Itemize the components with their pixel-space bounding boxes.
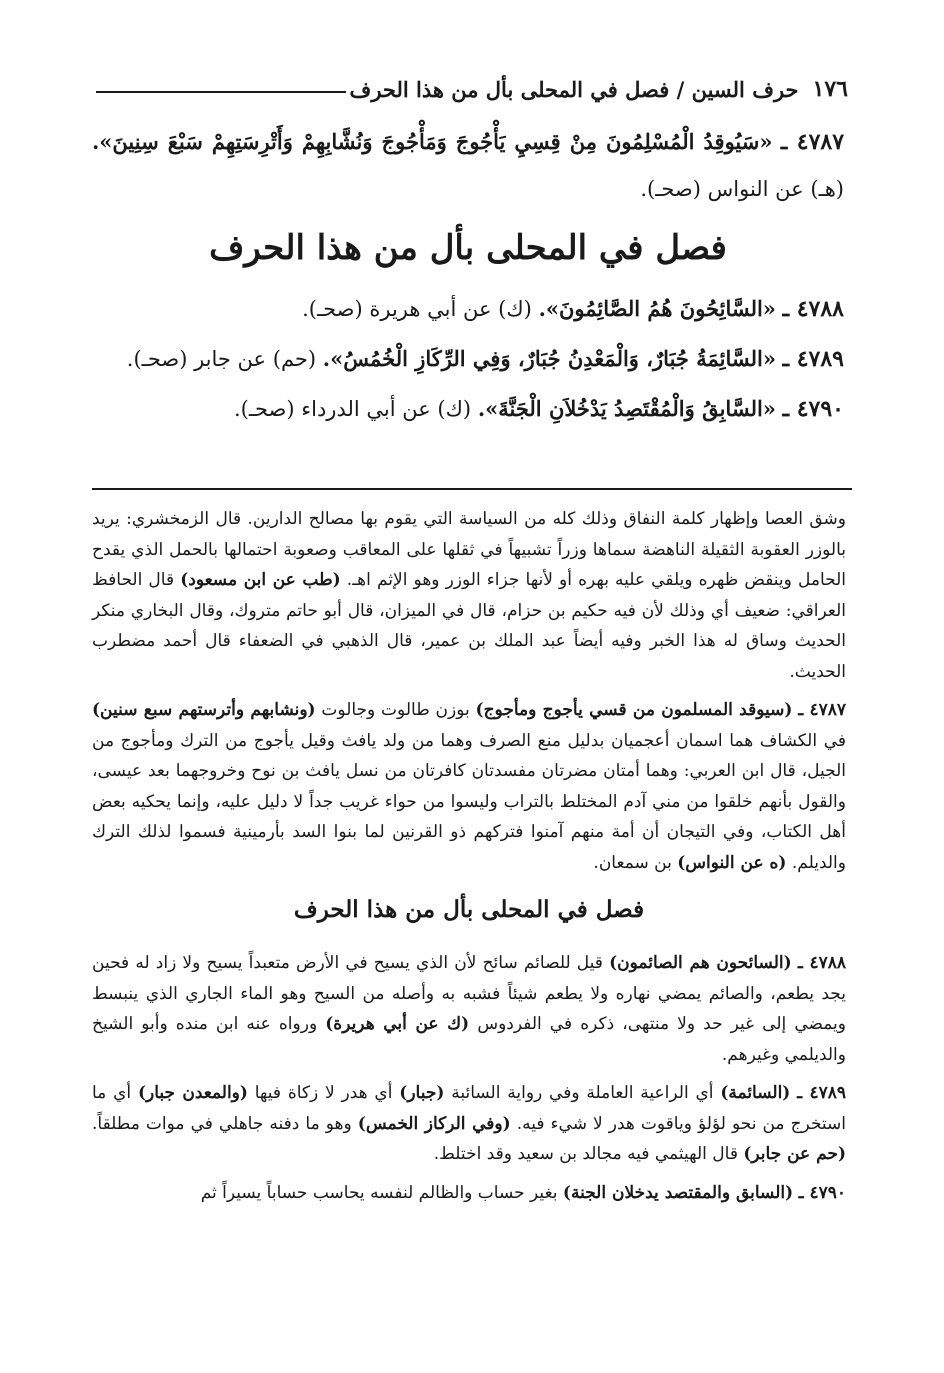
hadith-source: (ك) عن أبي هريرة (صحـ). xyxy=(302,297,532,321)
commentary-text: بن سمعان. xyxy=(593,852,672,873)
commentary-text: بوزن طالوت وجالوت xyxy=(321,700,470,720)
commentary-text: أي هدر لا زكاة فيها xyxy=(254,1083,393,1103)
footnote-separator xyxy=(92,488,852,490)
commentary-number: ٤٧٨٩ ـ xyxy=(797,1083,847,1103)
hadith-4789 xyxy=(92,335,844,383)
commentary-4790 xyxy=(92,1178,846,1209)
hadith-quote: «السَّابِقُ وَالْمُقْتَصِدُ يَدْخُلاَنِ الْجَنَّةَ». xyxy=(477,396,776,421)
section-title: فصل في المحلى بأل من هذا الحرف xyxy=(209,228,727,268)
commentary-4787 xyxy=(92,695,846,878)
header-title: حرف السين / فصل في المحلى بأل من هذا الحرف xyxy=(349,77,799,102)
hadith-text xyxy=(92,118,844,433)
commentary xyxy=(92,504,846,1216)
hadith-number: ٤٧٨٩ ـ xyxy=(782,346,844,372)
commentary-text: بغير حساب والظالم لنفسه يحاسب حساباً يسيراً ثم xyxy=(200,1182,558,1203)
commentary-bold: (ه عن النواس) xyxy=(677,852,787,873)
running-header xyxy=(92,62,848,102)
commentary-bold: (السابق والمقتصد يدخلان الجنة) xyxy=(562,1182,794,1203)
commentary-number: ٤٧٨٨ ـ xyxy=(797,953,846,973)
commentary-4788 xyxy=(92,948,846,1070)
commentary-paragraph xyxy=(92,504,846,687)
commentary-bold: (سيوقد المسلمون من قسي يأجوج ومأجوج) xyxy=(475,700,793,720)
page-number: ١٧٦ xyxy=(812,76,848,102)
commentary-text: قال الهيثمي فيه مجالد بن سعيد وقد اختلط. xyxy=(433,1144,738,1164)
commentary-text: في الكشاف هما اسمان أعجميان بدليل منع الصرف وهما من ولد يافث وقيل يأجوج من الترك ومأجوج من الجيل، قال ابن العربي: وهما أمتان مضرتان مفسدتان كافرتان من نسل يافث بن نوح وخروجهما بعد عيسى، والقول بأنهم خلقوا من مني آدم المختلط بالتراب وليسوا من حواء غريب جداً لا دليل عليه، وإنما يحكيه بعض أهل الكتاب، وفي التيجان أن أمة منهم آمنوا فتركهم ذو القرنين لما بنوا السد بأرمينية فسموا لذلك الترك والديلم. xyxy=(92,730,846,873)
commentary-text: قال الحافظ العراقي: ضعيف أي وذلك لأن فيه حكيم بن حزام، قال في الميزان، قال أبو حاتم متروك، وقال البخاري منكر الحديث وساق له هذا الخبر وفيه أيضاً عبد الملك بن عمير، قال الذهبي في الضعفاء قال أحمد مضطرب الحديث. xyxy=(92,570,846,682)
commentary-bold: (السائمة) xyxy=(720,1083,791,1103)
hadith-quote: «السَّائِحُونَ هُمُ الصَّائِمُونَ». xyxy=(538,296,776,321)
commentary-bold: (وفي الركاز الخمس) xyxy=(357,1113,511,1134)
commentary-text: أي ما استخرج من نحو لؤلؤ وياقوت هدر لا شيء فيه. xyxy=(92,1083,847,1134)
commentary-bold: (ونشابهم وأترستهم سبع سنين) xyxy=(92,700,316,720)
commentary-text: وشق العصا وإظهار كلمة النفاق وذلك كله من السياسة التي يقوم بها مصالح الدارين. قال الزمخشري: يريد بالوزر العقوبة الثقيلة الناهضة سماها وزراً تشبيهاً في ثقلها على المعاقب وصعوبة احتمالها بالحمل الذي يقدح الحامل وينقض ظهره ويلقي عليه بهره أو لأنها جزاء الوزر وهو الإثم اهـ. xyxy=(92,509,847,590)
commentary-bold: (جبار) xyxy=(399,1083,445,1103)
hadith-number: ٤٧٨٨ ـ xyxy=(782,296,844,322)
hadith-source: (حم) عن جابر (صحـ). xyxy=(126,347,317,371)
commentary-bold: (طب عن ابن مسعود) xyxy=(180,570,341,590)
commentary-bold: (والمعدن جبار) xyxy=(137,1083,248,1103)
commentary-bold: (ك عن أبي هريرة) xyxy=(325,1014,470,1034)
commentary-4789 xyxy=(92,1078,846,1170)
commentary-section-title: فصل في المحلى بأل من هذا الحرف xyxy=(293,896,645,923)
hadith-source: (ك) عن أبي الدرداء (صحـ). xyxy=(233,397,472,421)
commentary-number: ٤٧٨٧ ـ xyxy=(798,700,847,720)
hadith-source: (هـ) عن النواس (صحـ). xyxy=(640,177,844,201)
hadith-number: ٤٧٨٧ ـ xyxy=(780,129,845,155)
commentary-number: ٤٧٩٠ ـ xyxy=(798,1182,846,1203)
commentary-bold: (السائحون هم الصائمون) xyxy=(609,953,792,973)
header-rule xyxy=(96,91,346,93)
hadith-4788 xyxy=(92,285,844,333)
hadith-quote: «السَّائِمَةُ جُبَارٌ، وَالْمَعْدِنُ جُبَارٌ، وَفِي الرِّكَازِ الْخُمُسُ». xyxy=(322,346,776,371)
hadith-4787 xyxy=(92,118,844,213)
hadith-quote: «سَيُوقِدُ الْمُسْلِمُونَ مِنْ قِسِيِ يَأْجُوجَ وَمَأْجُوجَ وَنُشَّابِهِمْ وَأَتْرِسَتِهِمْ سَبْعَ سِنِينَ». xyxy=(92,129,773,154)
hadith-number: ٤٧٩٠ ـ xyxy=(782,396,844,422)
commentary-text: أي الراعية العاملة وفي رواية السائبة xyxy=(451,1083,714,1103)
commentary-bold: (حم عن جابر) xyxy=(743,1144,846,1164)
commentary-text: قيل للصائم سائح لأن الذي يسيح في الأرض متعبداً يسيح ولا زاد له فحين يجد يطعم، والصائم يمضي نهاره ولا يطعم شيئاً فشبه به وأصله من السيح وهو الماء الجاري الذي ينبسط ويمضي إلى غير حد ولا منتهى، ذكره في الفردوس xyxy=(92,953,846,1034)
commentary-text: ورواه عنه ابن منده وأبو الشيخ والديلمي وغيرهم. xyxy=(92,1014,846,1065)
commentary-text: وهو ما دفنه جاهلي في موات مطلقاً. xyxy=(92,1113,352,1134)
hadith-4790 xyxy=(92,385,844,433)
